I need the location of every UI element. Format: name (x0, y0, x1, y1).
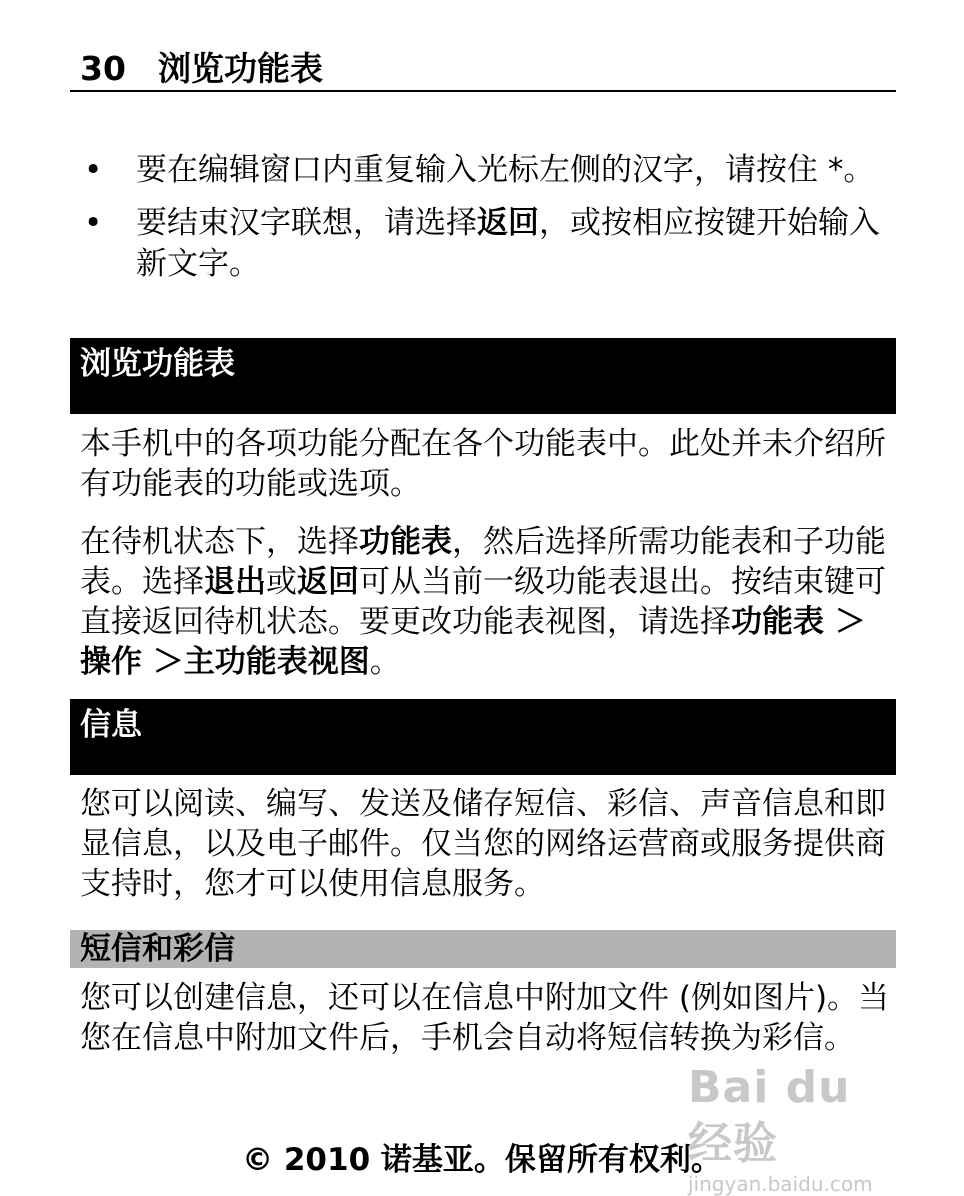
ui-term-exit: 退出 (204, 564, 266, 600)
section-heading-messages: 信息 (70, 699, 896, 775)
list-item (70, 150, 896, 191)
list-item (70, 203, 896, 285)
page-number: 30 (80, 49, 126, 88)
list-item-text: 要在编辑窗口内重复输入光标左侧的汉字，请按住 *。 (136, 152, 875, 188)
ui-term-menu-view-path: 功能表 ＞操作 ＞主功能表视图 (80, 604, 866, 680)
watermark-url: jingyan.baidu.com (688, 1172, 873, 1196)
watermark-logo: Bai du 经验 (688, 1062, 851, 1169)
bullet-marker: • (84, 152, 103, 188)
ui-term-back: 返回 (477, 205, 539, 241)
menus-usage-paragraph: 在待机状态下，选择功能表，然后选择所需功能表和子功能表。选择退出或返回可从当前一级功能表退出。按结束键可直接返回待机状态。要更改功能表视图，请选择功能表 ＞操作 ＞主功能表视图。 (80, 524, 886, 680)
ui-term-back: 返回 (297, 564, 359, 600)
copyright-footer: © 2010 诺基亚。保留所有权利。 (242, 1142, 722, 1178)
chapter-title: 浏览功能表 (158, 49, 323, 88)
list-item-text: 要结束汉字联想，请选择返回，或按相应按键开始输入新文字。 (136, 205, 880, 282)
ui-term-menu: 功能表 (359, 524, 452, 560)
bullet-marker: • (84, 205, 103, 241)
subsection-heading-sms-mms: 短信和彩信 (70, 930, 896, 968)
messages-paragraph: 您可以阅读、编写、发送及储存短信、彩信、声音信息和即显信息，以及电子邮件。仅当您的网络运营商或服务提供商支持时，您才可以使用信息服务。 (80, 786, 886, 902)
sms-mms-paragraph: 您可以创建信息，还可以在信息中附加文件 (例如图片)。当您在信息中附加文件后，手机会自动将短信转换为彩信。 (80, 980, 890, 1056)
section-heading-menus: 浏览功能表 (70, 338, 896, 414)
menus-intro-paragraph: 本手机中的各项功能分配在各个功能表中。此处并未介绍所有功能表的功能或选项。 (80, 426, 886, 502)
page-header (70, 48, 896, 92)
tip-list (70, 150, 896, 297)
